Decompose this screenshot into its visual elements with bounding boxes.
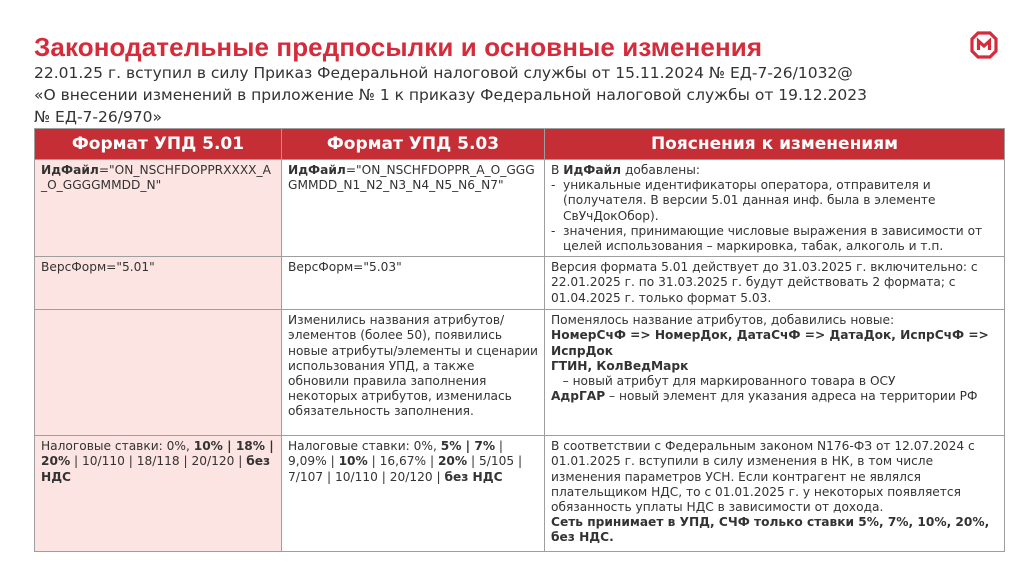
explain-list-item: - уникальные идентификаторы оператора, отправителя и (получателя. В версии 5.01 данная инф. была в элементе СвУчДокОбор). — [551, 178, 936, 223]
page-title: Законодательные предпосылки и основные изменения — [34, 32, 763, 62]
explain-renamed-attributes: НомерСчФ => НомерДок, ДатаСчФ => ДатаДок, ИспрСчФ => ИспрДок — [551, 328, 989, 358]
subtitle-line: 22.01.25 г. вступил в силу Приказ Федеральной налоговой службы от 15.11.2024 № ЕД-7-26/1032@ — [34, 64, 853, 82]
subtitle — [34, 62, 914, 128]
table-row — [35, 160, 1005, 257]
cell-explain-version: Версия формата 5.01 действует до 31.03.2025 г. включительно: с 22.01.2025 г. по 31.03.2025 г. будут действовать 2 формата; с 01.04.2025 г. только формат 5.03. — [545, 257, 1005, 310]
cell-501-version: ВерсФорм="5.01" — [35, 257, 282, 310]
table-row — [35, 436, 1005, 552]
cell-503-idfile: ИдФайл="ON_NSCHFDOPPR_A_O_GGGGMMDD_N1_N2_N3_N4_N5_N6_N7" — [282, 160, 545, 257]
header-format-501: Формат УПД 5.01 — [35, 129, 282, 160]
explain-intro: В ИдФайл добавлены: — [551, 163, 700, 177]
explain-list-item: - значения, принимающие числовые выражения в зависимости от целей использования – маркировка, табак, алкоголь и т.п. — [551, 223, 983, 254]
subtitle-line: № ЕД-7-26/970» — [34, 108, 163, 126]
subtitle-line: «О внесении изменений в приложение № 1 к приказу Федеральной налоговой службы от 19.12.2023 — [34, 86, 868, 104]
explain-line: ГТИН, КолВедМарк – новый атрибут для маркированного товара в ОСУ — [551, 358, 896, 389]
cell-501-tax-rates: Налоговые ставки: 0%, 10% | 18% | 20% | 10/110 | 18/118 | 20/120 | без НДС — [35, 436, 282, 552]
cell-explain-attributes — [545, 310, 1005, 436]
table-row — [35, 310, 1005, 436]
header-format-503: Формат УПД 5.03 — [282, 129, 545, 160]
cell-503-attributes: Изменились названия атрибутов/элементов (более 50), появились новые атрибуты/элементы и сценарии использования УПД, а также обновили правила заполнения некоторых атрибутов, изменилась обязательность заполнения. — [282, 310, 545, 436]
explain-line: АдрГАР – новый элемент для указания адреса на территории РФ — [551, 389, 978, 404]
cell-501-idfile: ИдФайл="ON_NSCHFDOPPRXXXX_A_O_GGGGMMDD_N" — [35, 160, 282, 257]
explain-line: Поменялось название атрибутов, добавились новые: — [551, 313, 895, 328]
cell-explain-idfile — [545, 160, 1005, 257]
cell-501-empty — [35, 310, 282, 436]
comparison-table — [34, 128, 1005, 552]
magnit-logo-icon — [969, 30, 999, 60]
header-explanations: Пояснения к изменениям — [545, 129, 1005, 160]
table-row — [35, 257, 1005, 310]
table-header-row — [35, 129, 1005, 160]
explain-accepted-rates: Сеть принимает в УПД, СЧФ только ставки 5%, 7%, 10%, 20%, без НДС. — [551, 515, 990, 545]
explain-line: В соответствии с Федеральным законом N176-ФЗ от 12.07.2024 с 01.01.2025 г. вступили в силу изменения в НК, в том числе изменения параметров УСН. Если контрагент не являлся плательщиком НДС, то с 01.01.2025 г. у некоторых появляется обязанность уплаты НДС в зависимости от дохода. — [551, 439, 975, 515]
cell-explain-tax-rates — [545, 436, 1005, 552]
cell-503-version: ВерсФорм="5.03" — [282, 257, 545, 310]
cell-503-tax-rates: Налоговые ставки: 0%, 5% | 7% | 9,09% | 10% | 16,67% | 20% | 5/105 | 7/107 | 10/110 | 20/120 | без НДС — [282, 436, 545, 552]
